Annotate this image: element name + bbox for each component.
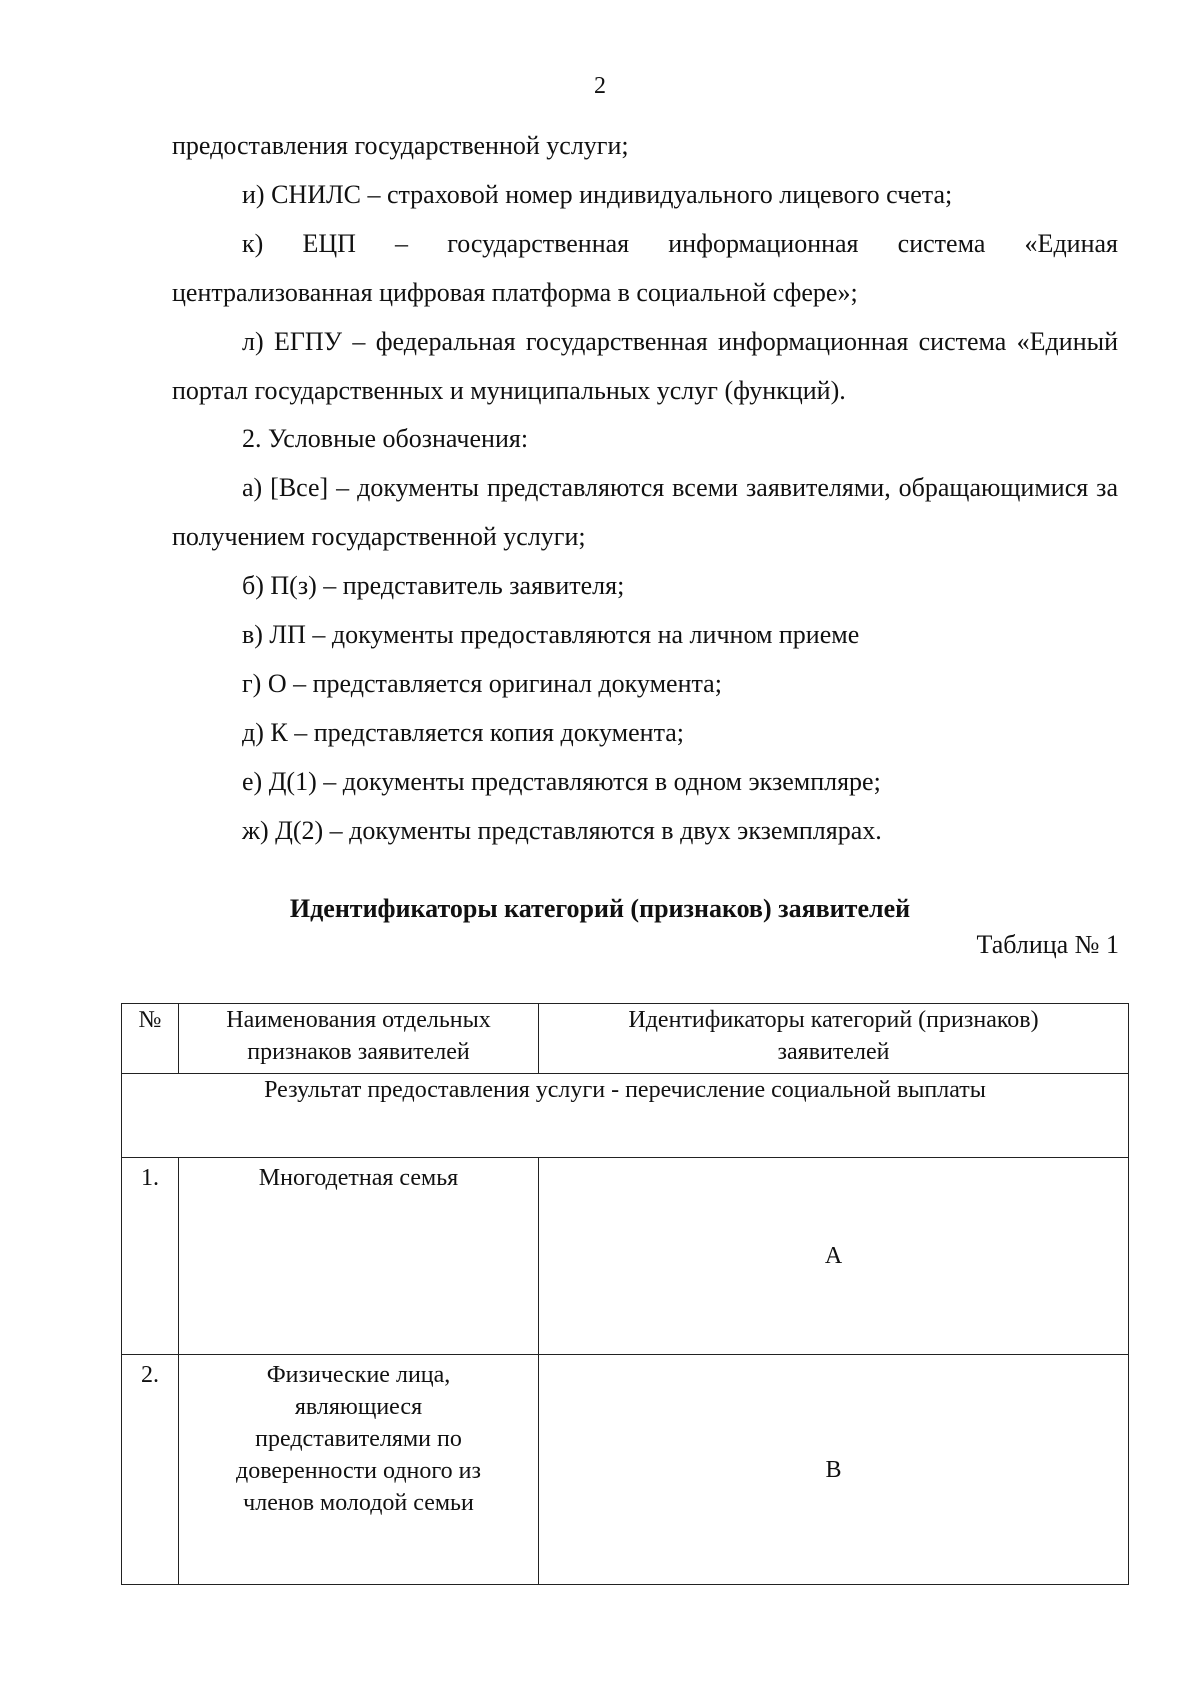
body-text — [172, 122, 1118, 856]
legend-item-copy: д) К – представляется копия документа; — [242, 717, 685, 747]
legend-item-two-copies: ж) Д(2) – документы представляются в двух экземплярах. — [242, 815, 882, 845]
legend-item-all: а) [Все] – документы представляются всеми заявителями, обращающимися за получением государственной услуги; — [172, 473, 1118, 552]
row-number: 1. — [122, 1158, 179, 1355]
table-result-row — [122, 1074, 1129, 1158]
legend-item-original: г) О – представляется оригинал документа; — [242, 668, 722, 698]
table-row — [122, 1158, 1129, 1355]
row-number: 2. — [122, 1355, 179, 1585]
header-name: Наименования отдельных признаков заявителей — [179, 1004, 539, 1074]
header-num: № — [122, 1004, 179, 1074]
row-name: Физические лица, являющиеся представителями по доверенности одного из членов молодой семьи — [179, 1355, 539, 1585]
table-caption: Таблица № 1 — [976, 930, 1119, 959]
legend-item-representative: б) П(з) – представитель заявителя; — [242, 571, 625, 601]
table-header-row — [122, 1004, 1129, 1074]
page-number: 2 — [594, 73, 606, 99]
legend-heading: 2. Условные обозначения: — [242, 424, 529, 454]
definition-ecp: к) ЕЦП – государственная информационная система «Единая централизованная цифровая платформа в социальной сфере»; — [172, 228, 1118, 307]
identifiers-table — [121, 1003, 1129, 1585]
legend-item-one-copy: е) Д(1) – документы представляются в одном экземпляре; — [242, 766, 881, 796]
header-id: Идентификаторы категорий (признаков) заявителей — [539, 1004, 1129, 1074]
definition-egpu: л) ЕГПУ – федеральная государственная информационная система «Единый портал государственных и муниципальных услуг (функций). — [172, 326, 1118, 405]
row-name: Многодетная семья — [179, 1158, 539, 1355]
table-row — [122, 1355, 1129, 1585]
definition-snils: и) СНИЛС – страховой номер индивидуального лицевого счета; — [242, 179, 953, 209]
legend-item-personal-reception: в) ЛП – документы предоставляются на личном приеме — [242, 620, 860, 650]
paragraph-continuation: предоставления государственной услуги; — [172, 131, 629, 160]
section-title: Идентификаторы категорий (признаков) заявителей — [289, 894, 911, 923]
row-identifier: А — [539, 1158, 1129, 1355]
row-identifier: В — [539, 1355, 1129, 1585]
result-cell: Результат предоставления услуги - перечисление социальной выплаты — [122, 1074, 1129, 1158]
